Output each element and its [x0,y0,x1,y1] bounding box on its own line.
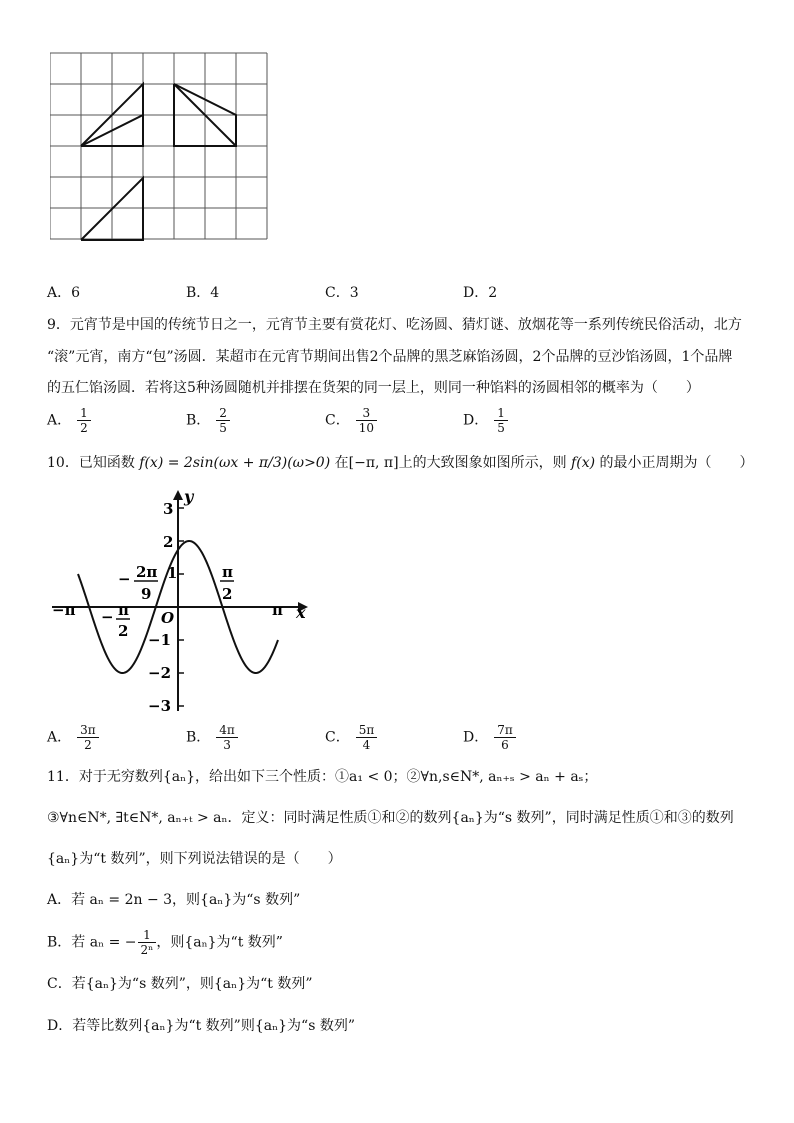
q9-option-a[interactable]: A． $\frac{1}{2}$ [47,406,91,435]
q9-option-c[interactable]: C． $\frac{3}{10}$ [325,406,377,435]
x-tick-half-pi-num: π [222,563,233,581]
q11-option-d[interactable]: D．若等比数列{aₙ}为“t 数列”则{aₙ}为“s 数列” [47,1018,355,1034]
q11-text-line-1: 11．对于无穷数列{aₙ}，给出如下三个性质：①a₁ < 0；②∀n,s∈N*, aₙ₊ₛ > aₙ + aₛ； [47,769,598,785]
q9-option-d[interactable]: D． $\frac{1}{5}$ [463,406,508,435]
q11-option-a[interactable]: A．若 aₙ = 2n − 3，则{aₙ}为“s 数列” [47,892,301,908]
y-tick-label-neg3: −3 [148,697,172,715]
q10-stem [47,453,754,473]
q11-text-line-2: ③∀n∈N*, ∃t∈N*, aₙ₊ₜ > aₙ．定义：同时满足性质①和②的数列{aₙ}为“s 数列”，同时满足性质①和③的数列 [47,810,734,826]
x-tick-neg-29pi-sign: − [118,570,131,588]
triangles [81,84,236,240]
y-tick-label-neg1: −1 [148,631,172,649]
q11-text-line-3: {aₙ}为“t 数列”，则下列说法错误的是（ ） [47,851,342,867]
q10-sine-graph [48,486,310,716]
x-tick-neg-29pi-den: 9 [141,585,152,603]
x-tick-neg-29pi-num: 2π [136,563,158,581]
q10-option-d[interactable]: D． $\frac{7\pi}{6}$ [463,723,516,752]
q9-text-line-2: “滚”元宵，南方“包”汤圆．某超市在元宵节期间出售2个品牌的黑芝麻馅汤圆，2个品牌的豆沙馅汤圆，1个品牌 [47,349,733,365]
q10-formula: f(x) = 2sin(ωx + π/3)(ω>0) [139,455,331,471]
q9-option-b[interactable]: B． $\frac{2}{5}$ [186,406,230,435]
q11-option-c[interactable]: C．若{aₙ}为“s 数列”，则{aₙ}为“t 数列” [47,976,313,992]
y-tick-label-2: 2 [163,533,174,551]
q10-option-b[interactable]: B． $\frac{4\pi}{3}$ [186,723,238,752]
x-tick-neg-half-pi-den: 2 [118,622,129,640]
q10-prefix: 10．已知函数 [47,455,135,471]
q8-option-a[interactable]: A．6 [47,285,81,301]
q8-option-d[interactable]: D．2 [463,285,498,301]
x-tick-neg-half-pi-sign: − [101,608,114,626]
y-axis-label: y [184,487,194,506]
q8-option-b[interactable]: B．4 [186,285,220,301]
x-tick-neg-half-pi-num: π [118,601,129,619]
q11-option-b[interactable]: B．若 aₙ = − $\frac{1}{\text{2ⁿ}}$ ，则{aₙ}为“t 数列” [47,928,283,957]
q8-grid-figure [50,52,272,242]
q9-text-line-3: 的五仁馅汤圆．若将这5种汤圆随机并排摆在货架的同一层上，则同一种馅料的汤圆相邻的概率为（ ） [47,380,700,396]
y-tick-label-neg2: −2 [148,664,172,682]
x-tick-neg-pi: −π [52,601,76,619]
q10-suffix: 的最小正周期为（ ） [599,455,754,471]
y-tick-label-1: 1 [167,564,178,582]
q10-middle: 在[−π, π]上的大致图象如图所示，则 [334,455,567,471]
origin-label: O [161,609,175,627]
x-axis-label: x [296,603,306,622]
x-tick-pi: π [272,601,283,619]
q10-option-a[interactable]: A． $\frac{3\pi}{2}$ [47,723,99,752]
y-axis-arrow [173,490,183,500]
q10-option-c[interactable]: C． $\frac{5\pi}{4}$ [325,723,377,752]
y-tick-label-3: 3 [163,500,174,518]
q8-option-c[interactable]: C．3 [325,285,359,301]
q10-fx: f(x) [571,455,596,471]
q9-text-line-1: 9．元宵节是中国的传统节日之一，元宵节主要有赏花灯、吃汤圆、猜灯谜、放烟花等一系列传统民俗活动，北方 [47,317,742,333]
x-tick-half-pi-den: 2 [222,585,233,603]
